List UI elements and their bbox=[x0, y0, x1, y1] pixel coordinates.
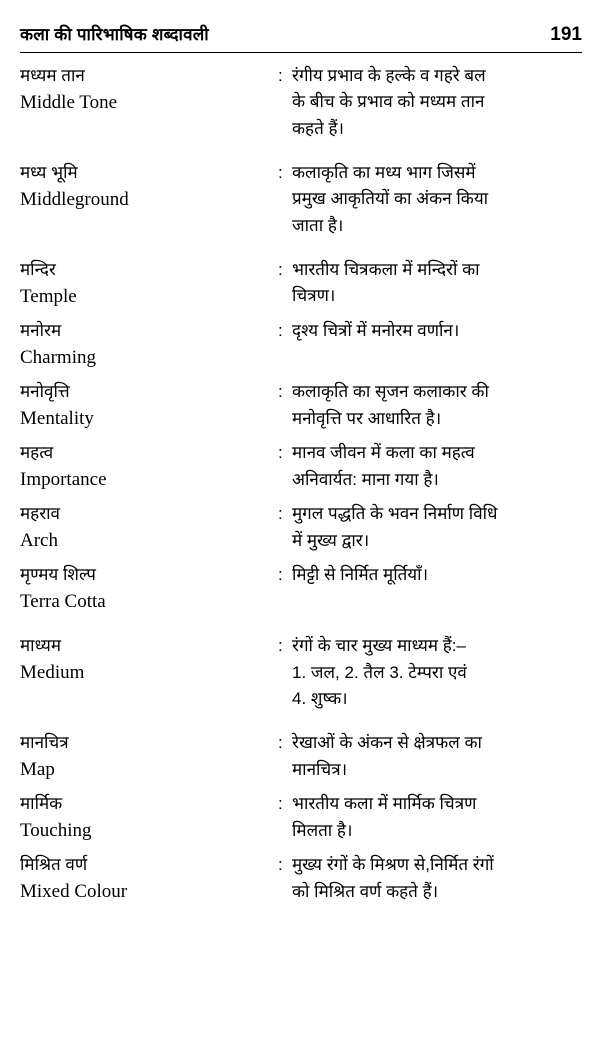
entry-colon: : bbox=[278, 382, 283, 402]
entry-definition bbox=[292, 440, 582, 493]
entry-definition bbox=[292, 852, 582, 905]
entry-definition bbox=[292, 63, 582, 142]
entry-definition bbox=[292, 160, 582, 239]
entry-term bbox=[20, 63, 278, 116]
entry-colon: : bbox=[278, 565, 283, 585]
entry-definition bbox=[292, 730, 582, 783]
page-title: कला की पारिभाषिक शब्दावली bbox=[20, 25, 209, 44]
definition-line: चित्रण। bbox=[292, 286, 336, 306]
entry-term-hindi: मध्य भूमि bbox=[20, 163, 78, 183]
definition-line: भारतीय कला में मार्मिक चित्रण bbox=[292, 794, 477, 814]
entry-term-hindi: मानचित्र bbox=[20, 733, 69, 753]
definition-line: के बीच के प्रभाव को मध्यम तान bbox=[292, 92, 485, 112]
entry-definition bbox=[292, 379, 582, 432]
entry-term-hindi: मृण्मय शिल्प bbox=[20, 565, 96, 585]
entry-definition bbox=[292, 257, 582, 310]
entry-term bbox=[20, 852, 278, 905]
glossary-entry bbox=[20, 633, 582, 712]
glossary-entry bbox=[20, 791, 582, 844]
entry-colon: : bbox=[278, 733, 283, 753]
definition-line: मनोवृत्ति पर आधारित है। bbox=[292, 408, 442, 428]
entry-term-english: Mixed Colour bbox=[20, 880, 128, 902]
entry-term-english: Temple bbox=[20, 285, 77, 307]
glossary-entry bbox=[20, 730, 582, 783]
entry-term bbox=[20, 379, 278, 432]
entry-term-english: Touching bbox=[20, 819, 92, 841]
entry-term-english: Map bbox=[20, 758, 55, 780]
entry-term-english: Terra Cotta bbox=[20, 590, 106, 612]
entry-term-hindi: मन्दिर bbox=[20, 260, 56, 280]
entry-colon: : bbox=[278, 855, 283, 875]
glossary-entry bbox=[20, 440, 582, 493]
entry-term bbox=[20, 501, 278, 554]
entry-term-english: Importance bbox=[20, 468, 107, 490]
definition-line: अनिवार्यत: माना गया है। bbox=[292, 469, 439, 489]
entry-term-english: Middleground bbox=[20, 188, 129, 210]
entry-term-hindi: मनोरम bbox=[20, 321, 62, 341]
page-header bbox=[20, 22, 582, 53]
entry-definition bbox=[292, 318, 582, 344]
entry-colon: : bbox=[278, 163, 283, 183]
page-number: 191 bbox=[550, 24, 582, 45]
definition-line: 4. शुष्क। bbox=[292, 689, 348, 709]
glossary-entry bbox=[20, 160, 582, 239]
entry-definition bbox=[292, 501, 582, 554]
entry-colon: : bbox=[278, 321, 283, 341]
definition-line: कलाकृति का मध्य भाग जिसमें bbox=[292, 163, 476, 183]
entry-term-english: Arch bbox=[20, 529, 58, 551]
definition-line: रंगों के चार मुख्य माध्यम हैं:– bbox=[292, 636, 466, 656]
entry-term-english: Charming bbox=[20, 346, 96, 368]
definition-line: 1. जल, 2. तैल 3. टेम्परा एवं bbox=[292, 662, 467, 682]
definition-line: मुख्य रंगों के मिश्रण से,निर्मित रंगों bbox=[292, 855, 494, 875]
entry-term bbox=[20, 791, 278, 844]
entry-term bbox=[20, 440, 278, 493]
definition-line: प्रमुख आकृतियों का अंकन किया bbox=[292, 189, 489, 209]
glossary-entry bbox=[20, 318, 582, 371]
glossary-entry bbox=[20, 379, 582, 432]
definition-line: रेखाओं के अंकन से क्षेत्रफल का bbox=[292, 733, 482, 753]
entry-term bbox=[20, 318, 278, 371]
entry-term bbox=[20, 730, 278, 783]
entry-term-hindi: मध्यम तान bbox=[20, 66, 85, 85]
definition-line: दृश्य चित्रों में मनोरम वर्णान। bbox=[292, 321, 460, 341]
definition-line: मिट्टी से निर्मित मूर्तियाँ। bbox=[292, 565, 429, 585]
definition-line: रंगीय प्रभाव के हल्के व गहरे बल bbox=[292, 66, 486, 85]
entry-term bbox=[20, 257, 278, 310]
glossary-entries bbox=[20, 63, 582, 906]
entry-definition bbox=[292, 791, 582, 844]
glossary-entry bbox=[20, 501, 582, 554]
entry-term bbox=[20, 633, 278, 686]
definition-line: मिलता है। bbox=[292, 820, 353, 840]
entry-term bbox=[20, 562, 278, 615]
entry-colon: : bbox=[278, 794, 283, 814]
definition-line: कलाकृति का सृजन कलाकार की bbox=[292, 382, 489, 402]
glossary-entry bbox=[20, 562, 582, 615]
definition-line: भारतीय चित्रकला में मन्दिरों का bbox=[292, 260, 480, 280]
entry-definition bbox=[292, 633, 582, 712]
entry-definition bbox=[292, 562, 582, 588]
entry-colon: : bbox=[278, 504, 283, 524]
definition-line: मानव जीवन में कला का महत्व bbox=[292, 443, 475, 463]
entry-colon: : bbox=[278, 66, 283, 85]
entry-term-hindi: मिश्रित वर्ण bbox=[20, 855, 88, 875]
definition-line: मानचित्र। bbox=[292, 759, 348, 779]
entry-term-hindi: महत्व bbox=[20, 443, 54, 463]
definition-line: मुगल पद्धति के भवन निर्माण विधि bbox=[292, 504, 498, 524]
definition-line: को मिश्रित वर्ण कहते हैं। bbox=[292, 881, 439, 901]
entry-term-english: Middle Tone bbox=[20, 91, 118, 113]
glossary-entry bbox=[20, 852, 582, 905]
glossary-entry bbox=[20, 257, 582, 310]
entry-colon: : bbox=[278, 260, 283, 280]
entry-term-hindi: माध्यम bbox=[20, 636, 61, 656]
entry-term-hindi: मार्मिक bbox=[20, 794, 63, 814]
entry-term-hindi: मनोवृत्ति bbox=[20, 382, 70, 402]
entry-term-hindi: महराव bbox=[20, 504, 61, 524]
glossary-entry bbox=[20, 63, 582, 142]
entry-colon: : bbox=[278, 443, 283, 463]
entry-term-english: Medium bbox=[20, 661, 85, 683]
entry-colon: : bbox=[278, 636, 283, 656]
entry-term bbox=[20, 160, 278, 213]
definition-line: जाता है। bbox=[292, 215, 344, 235]
definition-line: में मुख्य द्वार। bbox=[292, 530, 370, 550]
entry-term-english: Mentality bbox=[20, 407, 94, 429]
definition-line: कहते हैं। bbox=[292, 118, 344, 138]
